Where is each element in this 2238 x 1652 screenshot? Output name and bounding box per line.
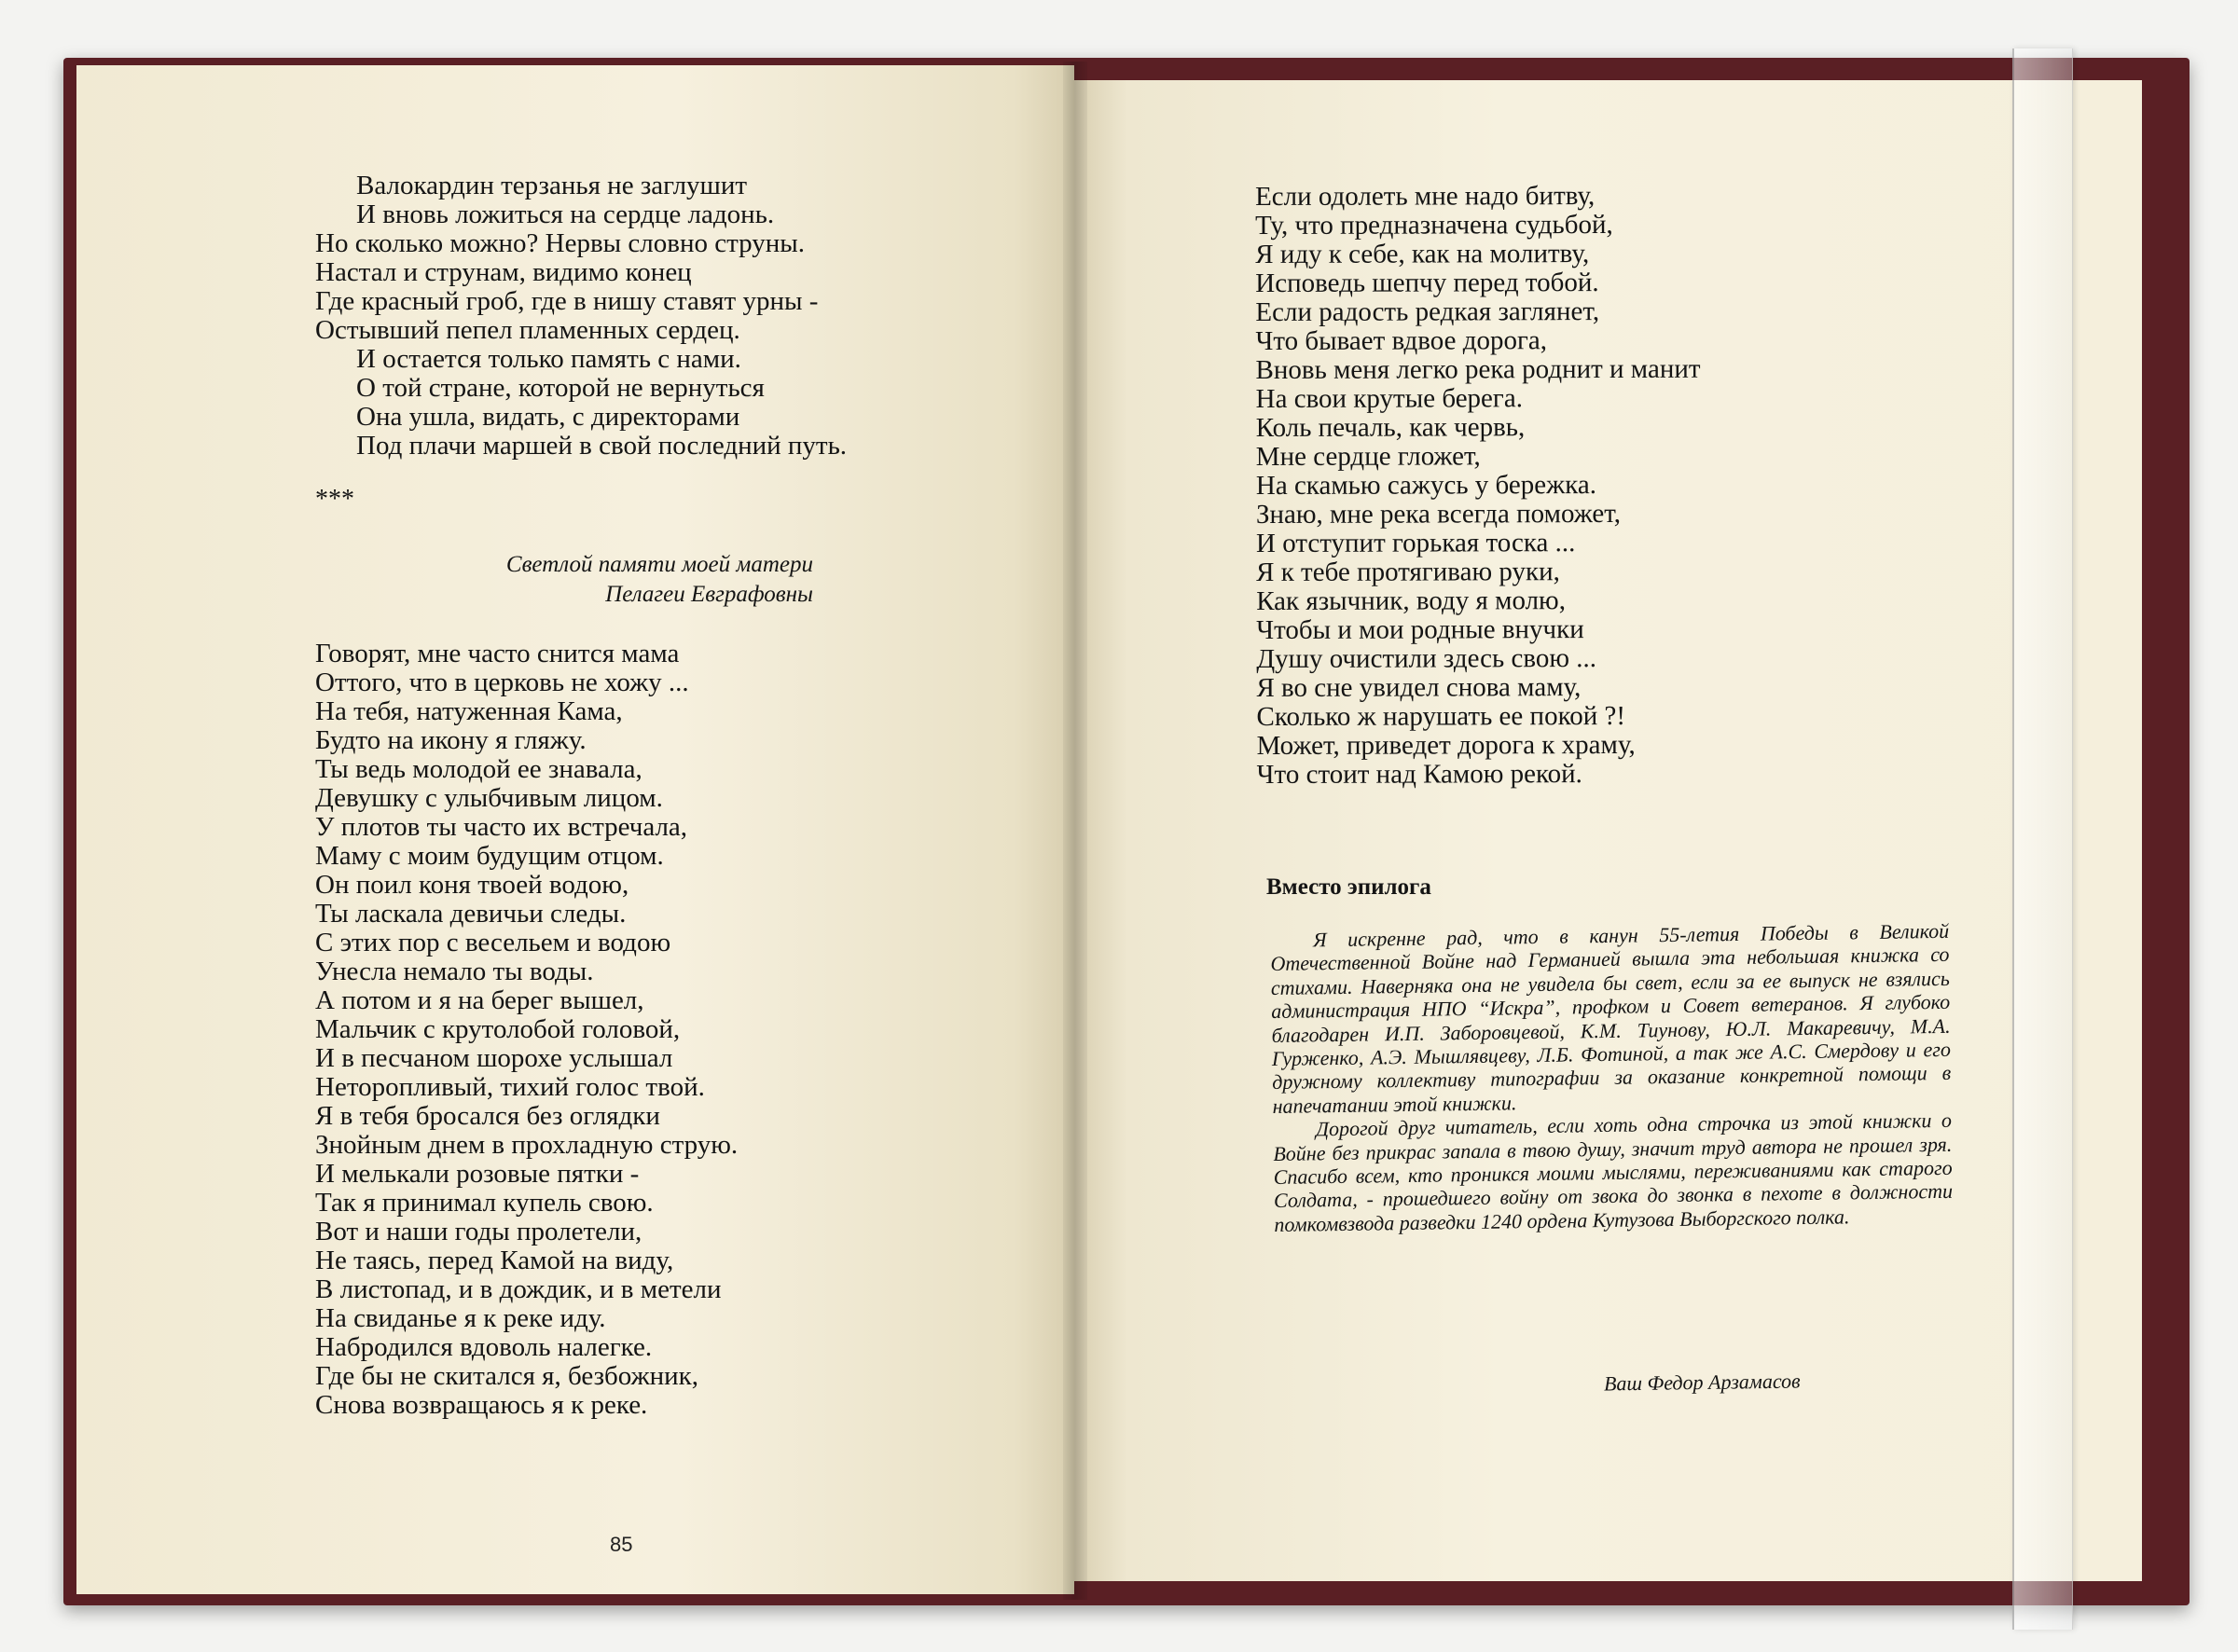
poem-line: И в песчаном шорохе услышал <box>315 1043 673 1073</box>
poem-line: Я к тебе протягиваю руки, <box>1256 557 1560 587</box>
poem-line: Настал и струнам, видимо конец <box>315 257 692 287</box>
poem-line: Может, приведет дорога к храму, <box>1256 729 1636 761</box>
poem-line: Набродился вдоволь налегке. <box>315 1332 653 1362</box>
poem-line: Где красный гроб, где в нишу ставят урны - <box>315 286 819 316</box>
poem-line: Мне сердце гложет, <box>1255 441 1481 472</box>
signature: Ваш Федор Арзамасов <box>1603 1369 1801 1396</box>
poem-line: Говорят, мне часто снится мама <box>315 639 680 668</box>
poem-line: Но сколько можно? Нервы словно струны. <box>315 228 805 258</box>
transparent-bookmark <box>2012 48 2073 1630</box>
poem-line: Если радость редкая заглянет, <box>1255 296 1600 327</box>
poem-line: И отступит горькая тоска ... <box>1255 528 1576 558</box>
poem-line: И вновь ложиться на сердце ладонь. <box>356 200 775 229</box>
dedication <box>280 550 813 610</box>
poem-line: Что бывает вдвое дорога, <box>1255 325 1548 356</box>
poem-line: Снова возвращаюсь я к реке. <box>315 1390 648 1420</box>
poem-line: О той стране, которой не вернуться <box>356 373 765 403</box>
poem-line: На скамью сажусь у бережка. <box>1255 470 1597 501</box>
poem-line: Знойным днем в прохладную струю. <box>315 1130 739 1160</box>
epilogue-paragraph: Дорогой друг читатель, если хоть одна строчка из этой книжки о Войне без прикрас запала в твою душу, значит труд автора не прошел зря. Спасибо всем, кто проникся моими мыслями, переживаниями как старого Солдата, - прошедшего войну от звока до звонка в пехоте в должности помкомвзвода разведки 1240 ордена Кутузова Выборгского полка. <box>1273 1108 1954 1236</box>
poem-line: И мелькали розовые пятки - <box>315 1159 640 1189</box>
epilogue-heading: Вместо эпилога <box>1266 874 1431 900</box>
poem-line: Оттого, что в церковь не хожу ... <box>315 668 689 697</box>
poem-line: Девушку с улыбчивым лицом. <box>315 783 663 813</box>
poem-line: Вот и наши годы пролетели, <box>315 1217 642 1246</box>
poem-line: Исповедь шепчу перед тобой. <box>1255 268 1599 298</box>
section-separator: *** <box>315 485 354 514</box>
poem-line: Где бы не скитался я, безбожник, <box>315 1361 698 1391</box>
poem-line: На свиданье я к реке иду. <box>315 1303 606 1333</box>
poem-line: Будто на икону я гляжу. <box>315 725 587 755</box>
poem-line: Чтобы и мои родные внучки <box>1256 614 1584 645</box>
poem-line: Ты ласкала девичьи следы. <box>315 899 627 929</box>
poem-line: Под плачи маршей в свой последний путь. <box>356 431 848 461</box>
poem-line: Не таясь, перед Камой на виду, <box>315 1246 674 1275</box>
poem-line: На свои крутые берега. <box>1255 383 1523 414</box>
poem-line: Валокардин терзанья не заглушит <box>356 171 748 200</box>
poem-main <box>315 640 738 1420</box>
poem-line: Маму с моим будущим отцом. <box>315 841 664 871</box>
poem-line: У плотов ты часто их встречала, <box>315 812 688 842</box>
poem-line: А потом и я на берег вышел, <box>315 985 644 1015</box>
poem-line: Унесла немало ты воды. <box>315 957 594 986</box>
dedication-line: Светлой памяти моей матери <box>505 552 813 577</box>
poem-line: Я в тебя бросался без оглядки <box>315 1101 660 1131</box>
book-spine-gutter <box>1063 62 1087 1600</box>
poem-line: В листопад, и в дождик, и в метели <box>315 1274 722 1304</box>
poem-line: Что стоит над Камою рекой. <box>1256 759 1582 790</box>
poem-line: Как язычник, воду я молю, <box>1256 585 1566 616</box>
poem-line: Так я принимал купель свою. <box>315 1188 654 1218</box>
dedication-line: Пелагеи Евграфовны <box>605 582 813 607</box>
poem-line: Остывший пепел пламенных сердец. <box>315 315 740 345</box>
poem-line: Душу очистили здесь свою ... <box>1256 643 1597 674</box>
poem-line: Она ушла, видать, с директорами <box>356 402 740 432</box>
epilogue-paragraph: Я искренне рад, что в канун 55-летия Победы в Великой Отечественной Войне над Германией вышла эта небольшая книжка со стихами. Наверняка она не увидела бы свет, если за ее выпуск не взялись администрация НПО “Искра”, профком и Совет ветеранов. Я глубоко благодарен И.П. Заборовцевой, К.М. Тиунову, Ю.Л. Макаревичу, М.А. Гурженко, А.Э. Мышлявцеву, Л.Б. Фотиной, а так же А.С. Смердову и его дружному коллективу типографии за оказание конкретной помощи в напечатании этой книжки. <box>1270 918 1952 1118</box>
poem-top <box>315 172 847 461</box>
poem-line: Я иду к себе, как на молитву, <box>1255 239 1590 269</box>
poem-line: Ты ведь молодой ее знавала, <box>315 754 642 784</box>
poem-line: С этих пор с весельем и водою <box>315 928 671 957</box>
poem-line: Неторопливый, тихий голос твой. <box>315 1072 705 1102</box>
page-number: 85 <box>610 1533 633 1556</box>
poem-line: Если одолеть мне надо битву, <box>1254 181 1596 212</box>
poem-right <box>1255 182 1702 790</box>
poem-line: Знаю, мне река всегда поможет, <box>1255 498 1622 530</box>
poem-line: И остается только память с нами. <box>356 344 741 374</box>
poem-line: Мальчик с крутолобой головой, <box>315 1014 681 1044</box>
epilogue-text <box>1270 919 1954 1236</box>
poem-line: Ту, что предназначена судьбой, <box>1255 209 1613 241</box>
poem-line: Я во сне увидел снова маму, <box>1256 672 1582 703</box>
poem-line: Коль печаль, как червь, <box>1255 412 1526 443</box>
poem-line: Вновь меня легко река роднит и манит <box>1255 353 1701 385</box>
poem-line: Сколько ж нарушать ее покой ?! <box>1256 700 1626 732</box>
poem-line: Он поил коня твоей водою, <box>315 870 629 900</box>
poem-line: На тебя, натуженная Кама, <box>315 696 623 726</box>
